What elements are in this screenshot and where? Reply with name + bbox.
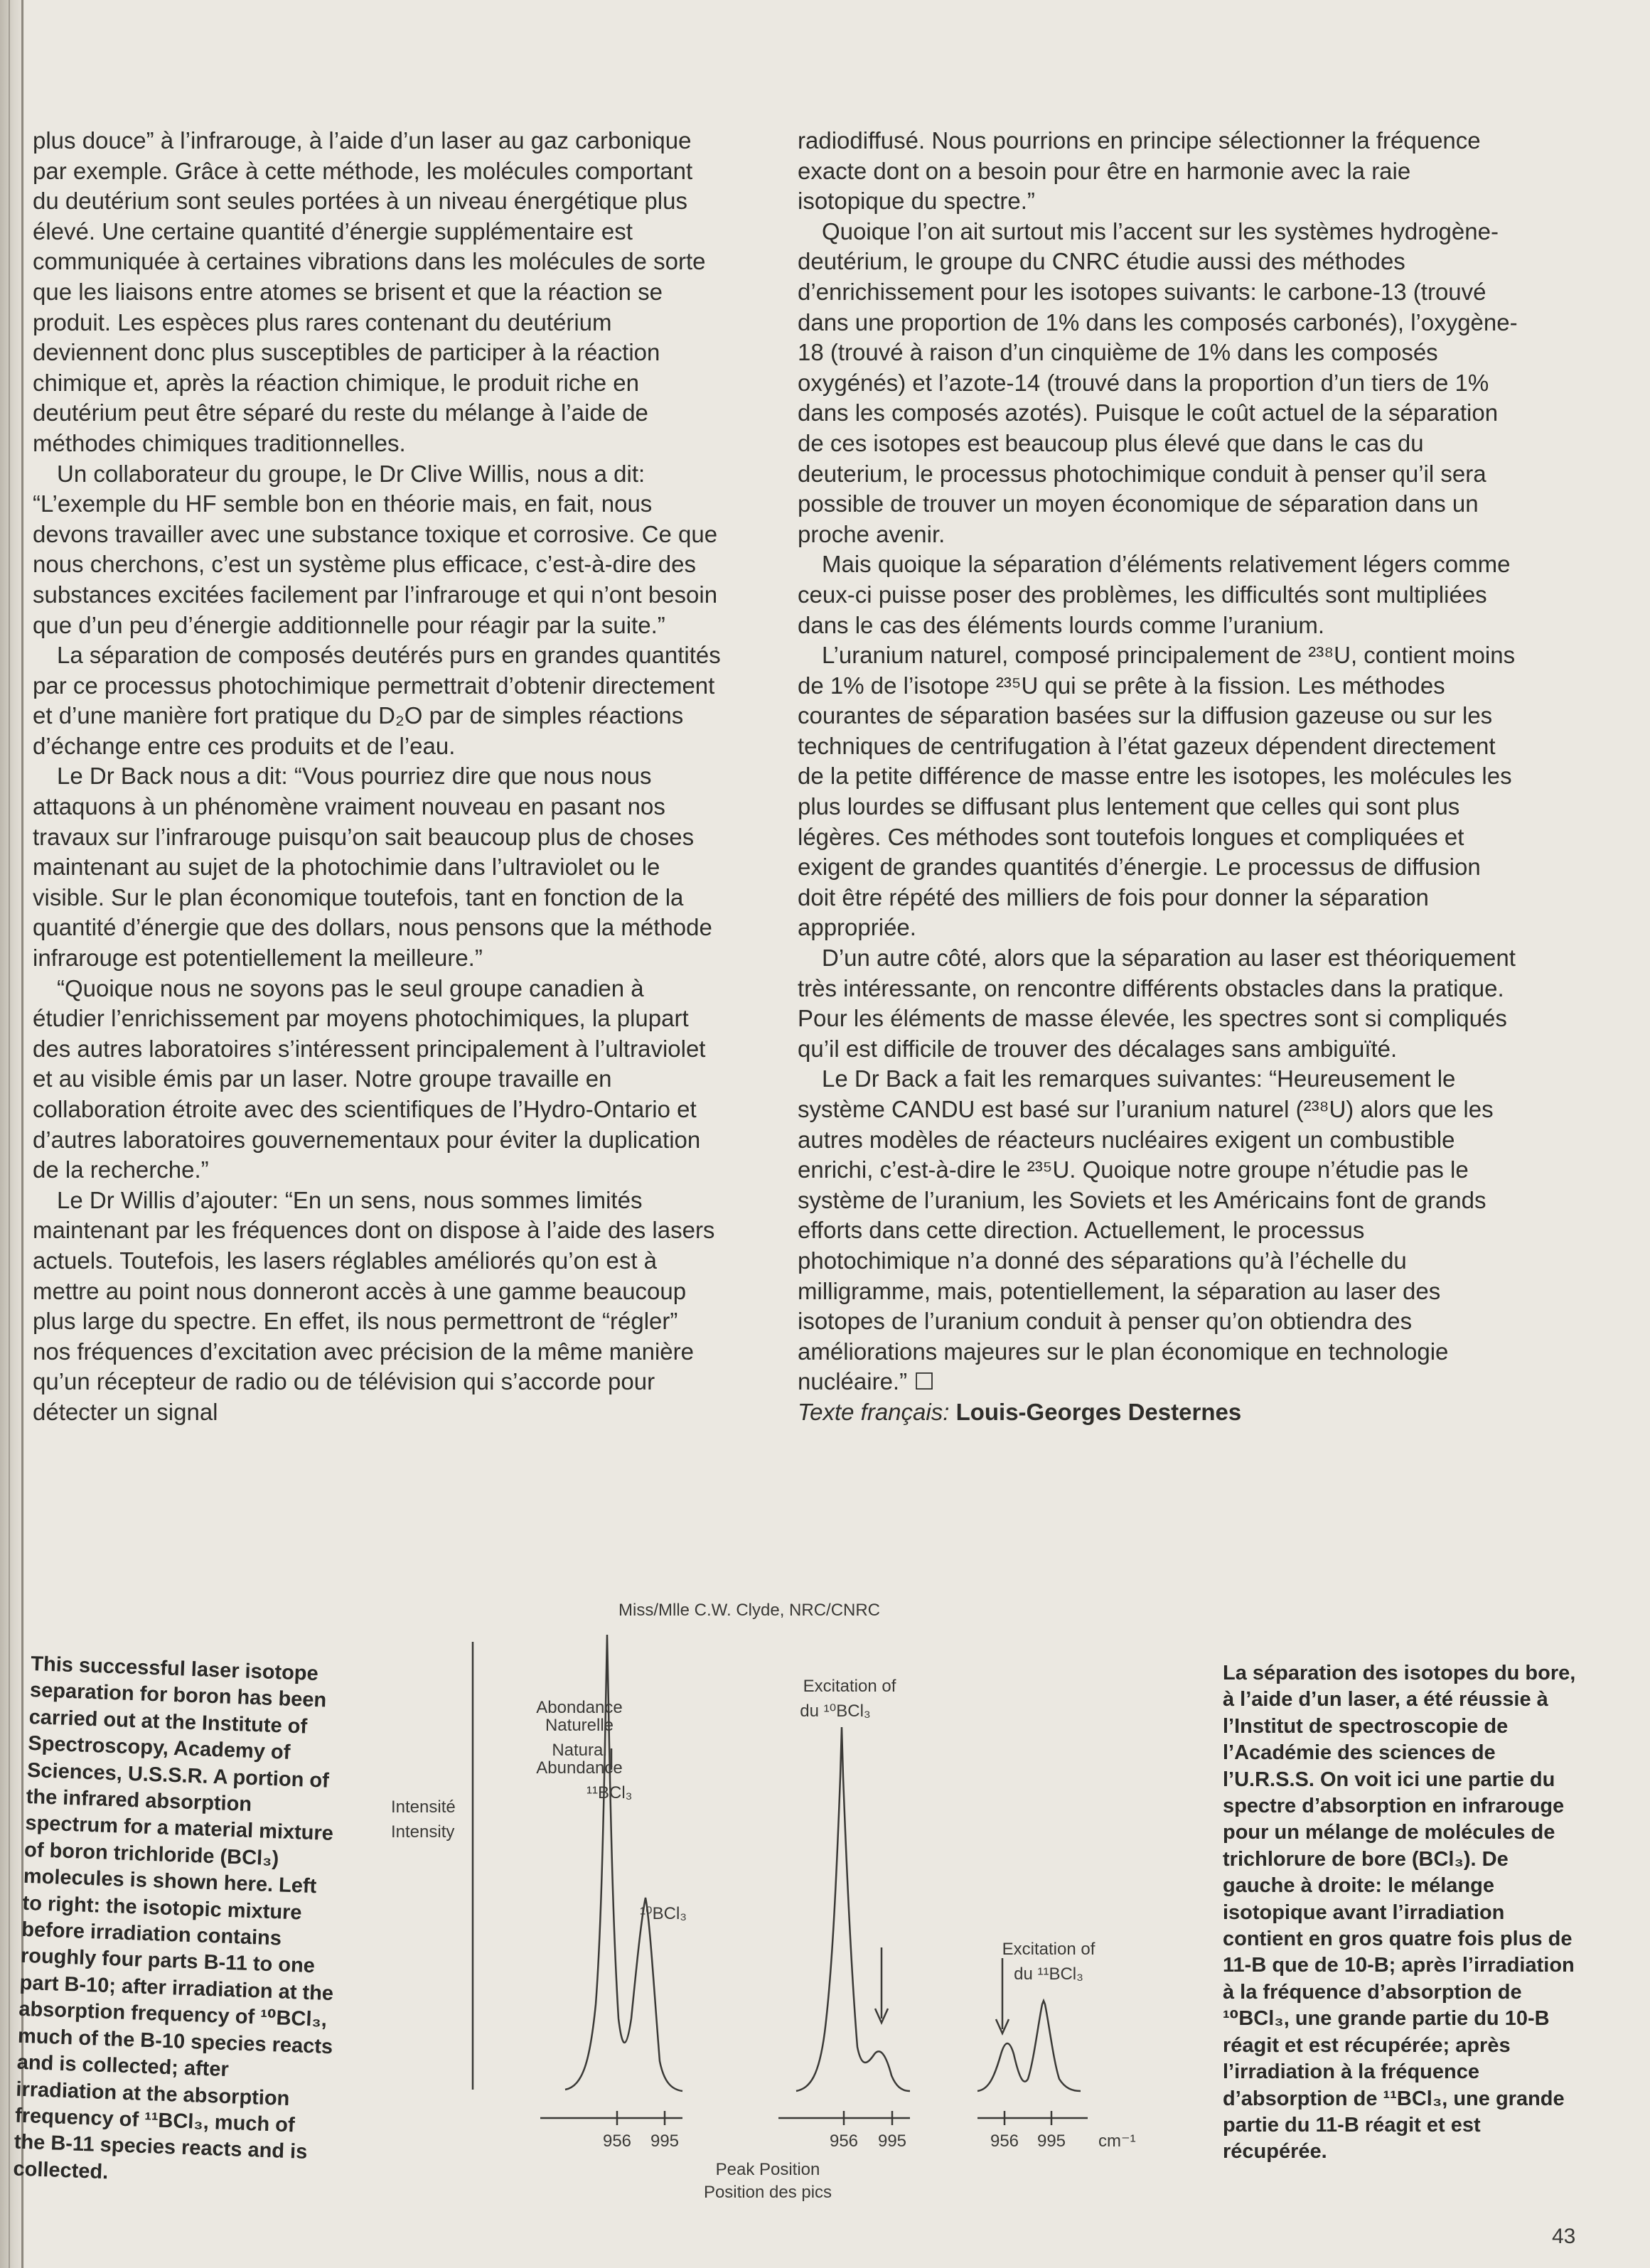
gutter-edge-inner [9,0,10,2268]
paragraph: radiodiffusé. Nous pourrions en principe sélectionner la fréquence exacte dont on a besoin pour être en harmonie avec la raie isotopique du spectre.” [798,127,1481,215]
paragraph: Le Dr Back a fait les remarques suivantes: “Heureusement le système CANDU est basé sur l’uranium naturel (²³⁸U) alors que les autres modèles de réacteurs nucléaires exigent un combustible enrichi, c’est-à-dire le ²³⁵U. Quoique notre groupe n’étudie pas le système de l’uranium, les Soviets et les Américains font de grands efforts dans cette direction. Actuellement, le processus photochimique n’a donné des séparations qu’à l’échelle du milligramme, mais, potentiellement, la séparation au laser des isotopes de l’uranium conduit à penser qu’on obtiendra des améliorations majeures sur le plan économique en technologie nucléaire.” ☐ [798,1065,1494,1395]
credit-name: Louis-Georges Desternes [955,1398,1242,1425]
paragraph: “Quoique nous ne soyons pas le seul groupe canadien à étudier l’enrichissement par moyens photochimiques, la plupart des autres laboratoires s’intéressent principalement à l’ultraviolet et au visible émis par un laser. Notre groupe travaille en collaboration étroite avec des scientifiques de l’Hydro-Ontario et d’autres laboratoires gouvernementaux pour éviter la duplication de la recherche.” [33,974,706,1183]
panel3-label: du ¹¹BCl₃ [1014,1965,1083,1984]
credit-prefix: Texte français: [798,1398,950,1425]
panel1-label: Abundance [536,1758,623,1778]
article-column-right [798,126,1523,1428]
paragraph: Quoique l’on ait surtout mis l’accent sur les systèmes hydrogène-deutérium, le groupe du CNRC étudie aussi des méthodes d’enrichissement pour les isotopes suivants: le carbone-13 (trouvé dans une proportion de 1% dans les composés carbonés), l’oxygène-18 (trouvé à raison d’un cinquième de 1% dans les composés oxygénés) et l’azote-14 (trouvé dans la proportion d’un tiers de 1% dans les composés azotés). Puisque le coût actuel de la séparation de ces isotopes est beaucoup plus élevé que dans le cas du deuterium, le processus photochimique conduit à penser qu’il sera possible de trouver un moyen économique de séparation dans un proche avenir. [798,217,1518,547]
paragraph: Le Dr Back nous a dit: “Vous pourriez dire que nous nous attaquons à un phénomène vraiment nouveau en pasant nos travaux sur l’infrarouge puisqu’on sait beaucoup plus de choses maintenant au sujet de la photochimie dans l’ultraviolet ou le visible. Sur le plan économique toutefois, tant en fonction de la quantité d’énergie que des dollars, nous pensons que la méthode infrarouge est potentiellement la meilleure.” [33,763,712,972]
article-column-left [33,126,721,1428]
panel1-label: Naturelle [545,1716,614,1735]
caption-french: La séparation des isotopes du bore, à l’aide d’un laser, a été réussie à l’Institut de spectroscopie de l’Académie des sciences de l’U.R.S.S. On voit ici une partie du spectre d’absorption en infrarouge pour un mélange de molécules de trichlorure de bore (BCl₃). De gauche à droite: le mélange isotopique avant l’irradiation contient en gros quatre fois plus de 11-B que de 10-B; après l’irradiation à la fréquence d’absorption de ¹⁰BCl₃, une grande partie du 10-B réagit et est récupérée; après l’irradiation à la fréquence d’absorption de ¹¹BCl₃, une grande partie du 11-B réagit et est récupérée. [1223,1662,1576,2164]
panel2-label: Excitation of [803,1677,896,1696]
panel3-label: Excitation of [1002,1940,1095,1959]
paragraph: plus douce” à l’infrarouge, à l’aide d’un laser au gaz carbonique par exemple. Grâce à cette méthode, les molécules comportant du deutérium sont seules portées à un niveau énergétique plus élevé. Une certaine quantité d’énergie supplémentaire est communiquée à certaines vibrations dans les molécules de sorte que les liaisons entre atomes se brisent et que la réaction se produit. Les espèces plus rares contenant du deutérium deviennent donc plus susceptibles de participer à la réaction chimique et, après la réaction chimique, le produit riche en deutérium peut être séparé du reste du mélange à l’aide de méthodes chimiques traditionnelles. [33,127,706,456]
paragraph: Un collaborateur du groupe, le Dr Clive Willis, nous a dit: “L’exemple du HF semble bon en théorie mais, en fait, nous devons travailler avec une substance toxique et corrosive. Ce que nous cherchons, c’est un système plus efficace, c’est-à-dire des substances excitées facilement par l’infrarouge et qui n’ont besoin que d’un peu d’énergie additionnelle pour réagir par la suite.” [33,460,718,638]
caption-english: This successful laser isotope separation for boron has been carried out at the Institute of Spectroscopy, Academy of Sciences, U.S.S.R. A portion of the infrared absorption spectrum for a material mixture of boron trichloride (BCl₃) molecules is shown here. Left to right: the isotopic mixture before irradiation contains roughly four parts B-11 to one part B-10; after irradiation at the absorption frequency of ¹⁰BCl₃, much of the B-10 species reacts and is collected; after irradiation at the absorption frequency of ¹¹BCl₃, much of the B-11 species reacts and is collected. [13,1652,334,2183]
x-unit-label: cm⁻¹ [1098,2132,1136,2151]
panel2-label: du ¹⁰BCl₃ [800,1702,871,1721]
x-axis-label-fr: Position des pics [703,2183,832,2202]
spectrum-curve-excited-11 [977,2001,1081,2091]
panel1-label: Abondance [536,1698,623,1717]
x-tick-label: 956 [829,2132,859,2151]
translation-credit [798,1397,1523,1428]
peak-label-10: ¹⁰BCl₃ [640,1904,687,1923]
panel1-label: Natural [552,1741,607,1760]
x-axis-label-en: Peak Position [715,2160,820,2179]
x-tick-label: 956 [602,2132,632,2151]
spectrum-curve-excited-10 [796,1727,910,2091]
y-axis-label-fr: Intensité [391,1797,456,1817]
paragraph: D’un autre côté, alors que la séparation au laser est théoriquement très intéressante, on rencontre différents obstacles dans la pratique. Pour les éléments de masse élevée, les spectres sont si compliqués qu’il est difficile de trouver des décalages sans ambiguïté. [798,945,1516,1062]
binding-gutter [0,0,24,2268]
boron-spectrum-figure [370,1621,1209,2225]
y-axis-label-en: Intensity [391,1822,455,1842]
x-tick-label: 995 [1036,2132,1066,2151]
paragraph: L’uranium naturel, composé principalement de ²³⁸U, contient moins de 1% de l’isotope ²³⁵U qui se prête à la fission. Les méthodes courantes de séparation basées sur la diffusion gazeuse ou sur les techniques de centrifugation à l’état gazeux dépendent directement de la petite différence de masse entre les isotopes, les molécules les plus lourdes se diffusant plus lentement que celles qui sont plus légères. Ces méthodes sont toutefois longues et compliquées et exigent de grandes quantités d’énergie. Le processus de diffusion doit être répété des milliers de fois pour donner la séparation appropriée. [798,642,1516,941]
page-number: 43 [1552,2225,1576,2248]
x-tick-label: 995 [650,2132,680,2151]
peak-label-11: ¹¹BCl₃ [586,1783,633,1802]
x-tick-label: 995 [877,2132,907,2151]
paragraph: Mais quoique la séparation d’éléments relativement légers comme ceux-ci puisse poser des problèmes, les difficultés sont multipliées dans le cas des éléments lourds comme l’uranium. [798,551,1511,638]
x-tick-label: 956 [990,2132,1019,2151]
paragraph: Le Dr Willis d’ajouter: “En un sens, nous sommes limités maintenant par les fréquences dont on dispose à l’aide des lasers actuels. Toutefois, les lasers réglables améliorés qu’on est à mettre au point nous donneront accès à une gamme beaucoup plus large du spectre. En effet, ils nous permettront de “régler” nos fréquences d’excitation avec précision de la même manière qu’un récepteur de radio ou de télévision qui s’accorde pour détecter un signal [33,1186,715,1425]
figure-credit: Miss/Mlle C.W. Clyde, NRC/CNRC [618,1601,881,1620]
paragraph: La séparation de composés deutérés purs en grandes quantités par ce processus photochimique permettrait d’obtenir directement et d’une manière fort pratique du D₂O par de simples réactions d’échange entre ces produits et de l’eau. [33,642,721,759]
